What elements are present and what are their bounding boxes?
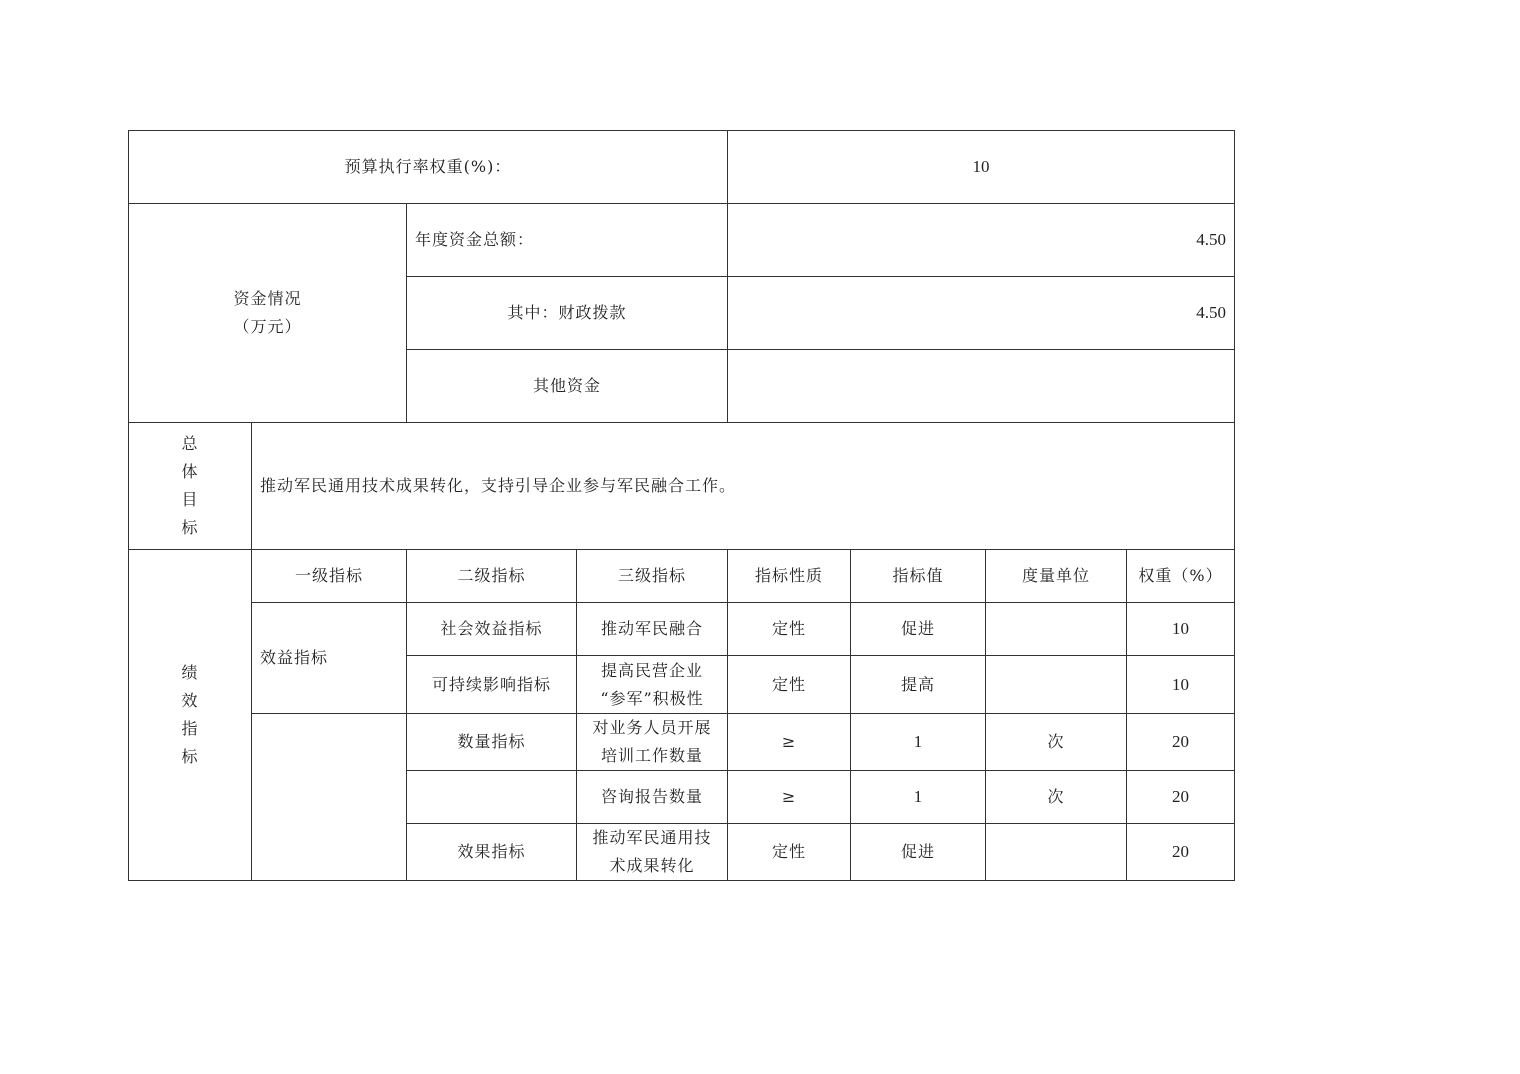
level1-benefit: 效益指标 — [252, 603, 407, 714]
performance-label-char: 指 — [181, 719, 199, 738]
header-level2: 二级指标 — [407, 550, 577, 603]
budget-rate-label: 预算执行率权重(%)： — [129, 131, 728, 204]
annual-total-label: 年度资金总额： — [407, 204, 728, 277]
annual-total-value: 4.50 — [728, 204, 1235, 277]
level3-line: “参军”积极性 — [600, 688, 704, 708]
budget-rate-row — [129, 131, 1235, 204]
indicator-header-row — [129, 550, 1235, 603]
level3-line: 术成果转化 — [609, 856, 695, 875]
value-cell: 促进 — [851, 603, 986, 656]
value-cell: 1 — [851, 714, 986, 771]
nature-cell: 定性 — [728, 603, 851, 656]
other-funds-value — [728, 350, 1235, 423]
overall-goal-char: 标 — [181, 518, 199, 537]
level3-line: 对业务人员开展 — [592, 718, 712, 737]
weight-cell: 20 — [1127, 771, 1235, 824]
performance-goal-table — [128, 130, 1235, 881]
unit-cell: 次 — [986, 714, 1127, 771]
header-weight: 权重（%） — [1127, 550, 1235, 603]
level1-output — [252, 714, 407, 881]
unit-cell — [986, 603, 1127, 656]
level3-line: 推动军民通用技 — [592, 828, 712, 847]
unit-cell: 次 — [986, 771, 1127, 824]
funds-title-line1: 资金情况 — [233, 289, 302, 308]
value-cell: 促进 — [851, 824, 986, 881]
performance-indicator-label — [129, 550, 252, 881]
nature-cell: ≥ — [728, 771, 851, 824]
overall-goal-text: 推动军民通用技术成果转化，支持引导企业参与军民融合工作。 — [252, 423, 1235, 550]
nature-cell: ≥ — [728, 714, 851, 771]
unit-cell — [986, 824, 1127, 881]
overall-goal-char: 总 — [181, 434, 199, 453]
performance-label-char: 效 — [181, 691, 199, 710]
fiscal-value: 4.50 — [728, 277, 1235, 350]
header-level3: 三级指标 — [577, 550, 728, 603]
level3-line: 推动军民融合 — [601, 619, 704, 638]
funds-annual-row — [129, 204, 1235, 277]
level2-cell: 数量指标 — [407, 714, 577, 771]
weight-cell: 20 — [1127, 824, 1235, 881]
indicator-row — [129, 714, 1235, 771]
header-level1: 一级指标 — [252, 550, 407, 603]
indicator-row — [129, 603, 1235, 656]
header-nature: 指标性质 — [728, 550, 851, 603]
weight-cell: 10 — [1127, 656, 1235, 714]
level3-line: 提高民营企业 — [601, 660, 704, 680]
level3-line: 咨询报告数量 — [601, 787, 704, 806]
level2-cell: 效果指标 — [407, 824, 577, 881]
nature-cell: 定性 — [728, 824, 851, 881]
overall-goal-label — [129, 423, 252, 550]
budget-rate-value: 10 — [728, 131, 1235, 204]
level2-cell: 可持续影响指标 — [407, 656, 577, 714]
unit-cell — [986, 656, 1127, 714]
level2-cell — [407, 771, 577, 824]
level3-cell — [577, 603, 728, 656]
performance-label-char: 绩 — [181, 663, 199, 682]
funds-title-line2: （万元） — [233, 317, 302, 336]
overall-goal-row — [129, 423, 1235, 550]
performance-label-char: 标 — [181, 747, 199, 766]
level3-cell — [577, 656, 728, 714]
value-cell: 提高 — [851, 656, 986, 714]
weight-cell: 20 — [1127, 714, 1235, 771]
header-value: 指标值 — [851, 550, 986, 603]
weight-cell: 10 — [1127, 603, 1235, 656]
nature-cell: 定性 — [728, 656, 851, 714]
level3-cell — [577, 824, 728, 881]
level2-cell: 社会效益指标 — [407, 603, 577, 656]
level3-cell — [577, 714, 728, 771]
level3-line: 培训工作数量 — [601, 746, 704, 765]
overall-goal-char: 目 — [181, 490, 199, 509]
other-funds-label: 其他资金 — [407, 350, 728, 423]
value-cell: 1 — [851, 771, 986, 824]
funds-title — [129, 204, 407, 423]
header-unit: 度量单位 — [986, 550, 1127, 603]
level3-cell — [577, 771, 728, 824]
fiscal-label: 其中：财政拨款 — [407, 277, 728, 350]
overall-goal-char: 体 — [181, 462, 199, 481]
